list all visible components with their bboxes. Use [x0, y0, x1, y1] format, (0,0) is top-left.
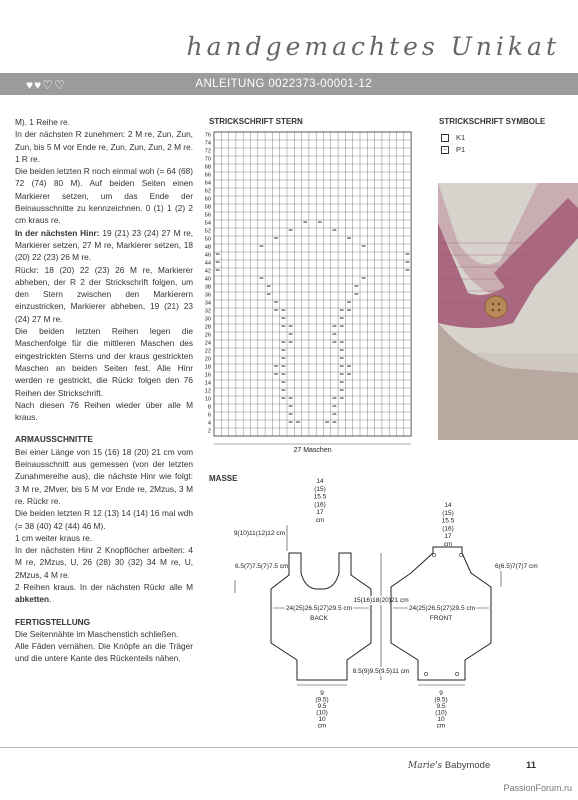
armhole-back-measure: 6.5(7)7.5(7)7.5 cm: [235, 563, 289, 570]
measure-line: (10): [435, 709, 447, 717]
measurements-title: MASSE: [209, 474, 238, 483]
row-number-label: 32: [204, 308, 211, 315]
measure-line: 9.5: [317, 703, 327, 710]
symbols-title: STRICKSCHRIFT SYMBOLE: [439, 117, 546, 126]
front-top-measure: [442, 502, 455, 548]
instr-para: [15, 581, 193, 606]
row-number-label: 10: [204, 396, 211, 403]
instr-text: 2 Reihen kraus. In der nächsten Rückr alle M: [15, 581, 193, 592]
row-number-label: 66: [204, 172, 211, 179]
back-bottom-measure: [315, 690, 328, 730]
instr-para: In der nächsten R zunehmen: 2 M re, Zun, Zun, Zun, bis 5 M vor Ende re, Zun, Zun, Zun, 2 M re. 1 R re.: [15, 129, 193, 164]
knit-symbol-icon: [441, 134, 449, 142]
chart-title: STRICKSCHRIFT STERN: [209, 117, 303, 126]
product-photo: [438, 183, 578, 440]
hearts-icon: ♥♥♡♡: [26, 78, 66, 92]
front-label: FRONT: [429, 615, 453, 622]
row-number-label: 14: [204, 380, 211, 387]
instr-text: .: [49, 594, 52, 605]
brand-script: Marie's: [408, 761, 443, 771]
measure-line: 10: [437, 716, 445, 723]
row-number-label: 50: [204, 236, 211, 243]
front-piece-outline: [391, 547, 491, 680]
row-number-label: 28: [204, 324, 211, 331]
row-number-label: 8: [207, 404, 211, 411]
measure-line: 10: [318, 716, 326, 723]
measure-line: 14: [444, 502, 452, 509]
measure-line: cm: [315, 517, 325, 524]
instr-para: Alle Fäden vernähen. Die Knöpfe an die Träger und die untere Kante des Rückenteils nähen.: [15, 641, 193, 664]
row-number-label: 46: [204, 252, 211, 259]
row-number-label: 26: [204, 332, 211, 339]
row-number-label: 52: [204, 228, 211, 235]
row-number-label: 58: [204, 204, 211, 211]
symbol-label: P1: [456, 145, 466, 154]
chart-footer-label: 27 Maschen: [293, 447, 332, 454]
knitting-chart: [196, 130, 424, 465]
row-number-label: 30: [204, 316, 211, 323]
instr-para: M). 1 Reihe re.: [15, 117, 70, 127]
row-number-label: 48: [204, 244, 211, 251]
height-lower-measure: 8.5(9)9.5(9.5)11 cm: [352, 668, 410, 675]
instr-para: Rückr: 18 (20) 22 (23) 26 M re, Markierer abheben, der R 2 der Strickschrift folgen, um den Stern zwischen den Markierern einzustricken, Markierer abheben, 19 (21) 23 (24) 27 M re.: [15, 264, 193, 324]
row-number-label: 68: [204, 164, 211, 171]
row-number-label: 16: [204, 372, 211, 379]
row-number-label: 62: [204, 188, 211, 195]
measure-line: (16): [314, 501, 326, 509]
back-top-measure: [314, 478, 327, 524]
instr-para: Die beiden letzten R 12 (13) 14 (14) 16 mal wdh (= 38 (40) 42 (44) 46 M).: [15, 508, 193, 531]
section-heading-finishing: FERTIGSTELLUNG: [15, 616, 91, 627]
instr-bold: abketten: [15, 594, 50, 605]
measure-line: cm: [436, 722, 446, 730]
row-number-label: 18: [204, 364, 211, 371]
row-number-label: 72: [204, 148, 211, 155]
row-number-label: 36: [204, 292, 211, 299]
row-number-label: 60: [204, 196, 211, 203]
instr-para: In der nächsten Hinr 2 Knopflöcher arbeiten: 4 M re, 2Mzus, U, 26 (28) 30 (32) 34 M re, U, 2Mzus, 4 M re.: [15, 545, 193, 580]
back-label: BACK: [310, 615, 328, 622]
instr-text: 19 (21) 23 (24) 27 M re, Markierer setzen, 27 M re, Markierer setzen, 18 (20) 22 (23) 26 M re.: [15, 227, 193, 263]
section-heading-armholes: ARMAUSSCHNITTE: [15, 434, 93, 445]
row-number-label: 34: [204, 300, 211, 307]
measure-line: (10): [316, 709, 328, 717]
footer-divider: [0, 747, 578, 748]
instr-para: [15, 227, 193, 264]
front-bottom-measure: [434, 690, 447, 730]
measure-line: 15.5: [441, 517, 455, 525]
purl-symbol-icon: –: [441, 146, 449, 154]
measure-line: 9.5: [436, 703, 446, 710]
measure-line: 9: [439, 690, 443, 697]
height-upper-measure: 15(16)18(20)21 cm: [353, 597, 409, 604]
instr-para: Nach diesen 76 Reihen wieder über alle M kraus.: [15, 399, 193, 423]
measure-line: (16): [442, 525, 454, 533]
measure-line: (9.5): [315, 696, 329, 704]
row-number-label: 4: [207, 420, 211, 427]
instr-para: Die beiden letzten R noch einmal woh (= 64 (68) 72 (74) 80 M). Auf beiden Seiten einen Markierer setzen, um das Ende der Beinausschnitte zu kennzeichnen. 0 (1) 1 (2) 2 cm kraus re.: [15, 166, 193, 226]
symbol-p1: [441, 145, 465, 154]
page-number: 11: [526, 760, 537, 771]
measure-line: (15): [442, 509, 454, 517]
page-header-title: handgemachtes Unikat: [186, 32, 560, 61]
row-number-label: 44: [204, 260, 211, 267]
symbol-k1: [441, 133, 465, 142]
row-number-label: 42: [204, 268, 211, 275]
schematic-diagram: [205, 475, 565, 730]
row-number-label: 38: [204, 284, 211, 291]
strap-measure: 9(10)11(12)12 cm: [233, 530, 285, 537]
row-number-label: 40: [204, 276, 211, 283]
row-number-label: 2: [207, 428, 211, 435]
row-number-label: 24: [204, 340, 211, 347]
symbol-label: K1: [456, 133, 466, 142]
measure-line: cm: [443, 541, 453, 548]
width-back-measure: 24(25)26.5(27)29.5 cm: [285, 605, 353, 612]
measure-line: 14: [316, 478, 324, 485]
measure-line: cm: [317, 722, 327, 730]
measure-line: 9: [320, 690, 324, 697]
brand-name: Babymode: [442, 760, 491, 771]
armhole-front-measure: 6(6.5)7(7)7 cm: [495, 563, 538, 570]
instr-bold: In der nächsten Hinr:: [15, 227, 100, 238]
measure-line: (9.5): [434, 696, 448, 704]
instr-para: Die Seitennähte im Maschenstich schließen.: [15, 628, 179, 639]
measure-line: 15.5: [313, 493, 327, 501]
instr-para: 1 cm weiter kraus re.: [15, 532, 92, 543]
row-number-label: 70: [204, 156, 211, 163]
row-number-label: 6: [207, 412, 211, 419]
row-number-label: 56: [204, 212, 211, 219]
measure-line: (15): [314, 485, 326, 493]
row-number-label: 22: [204, 348, 211, 355]
instr-para: Die beiden letzten Reihen legen die Maschenfolge für die mittleren Maschen des eingestrickten Sterns und der kraus gestrickten Maschen an beiden Seiten fest. Alle Hinr werden re gestrickt, die Rückr folgen den 76 Reihen der Strickschrift.: [15, 326, 193, 398]
footer-brand: [408, 760, 490, 771]
measure-line: 17: [316, 509, 324, 517]
row-number-label: 20: [204, 356, 211, 363]
row-number-label: 74: [204, 140, 211, 147]
row-number-label: 12: [204, 388, 211, 395]
instructions-column: [15, 116, 193, 665]
row-number-label: 76: [204, 132, 211, 139]
watermark: PassionForum.ru: [503, 783, 572, 793]
width-front-measure: 24(25)26.5(27)29.5 cm: [408, 605, 476, 612]
row-number-label: 64: [204, 180, 211, 187]
measure-line: 17: [444, 533, 452, 541]
instruction-code: ANLEITUNG 0022373-00001-12: [195, 78, 372, 90]
row-number-label: 54: [204, 220, 211, 227]
instr-para: Bei einer Länge von 15 (16) 18 (20) 21 cm vom Beinausschnitt aus gemessen (von der letzten Zunahmereihe aus), die nächste Hinr wie folgt: 3 M re, 2Mver, bis 5 M vor Ende re, 2Mzus, 3 M re. Rückr re.: [15, 446, 193, 506]
